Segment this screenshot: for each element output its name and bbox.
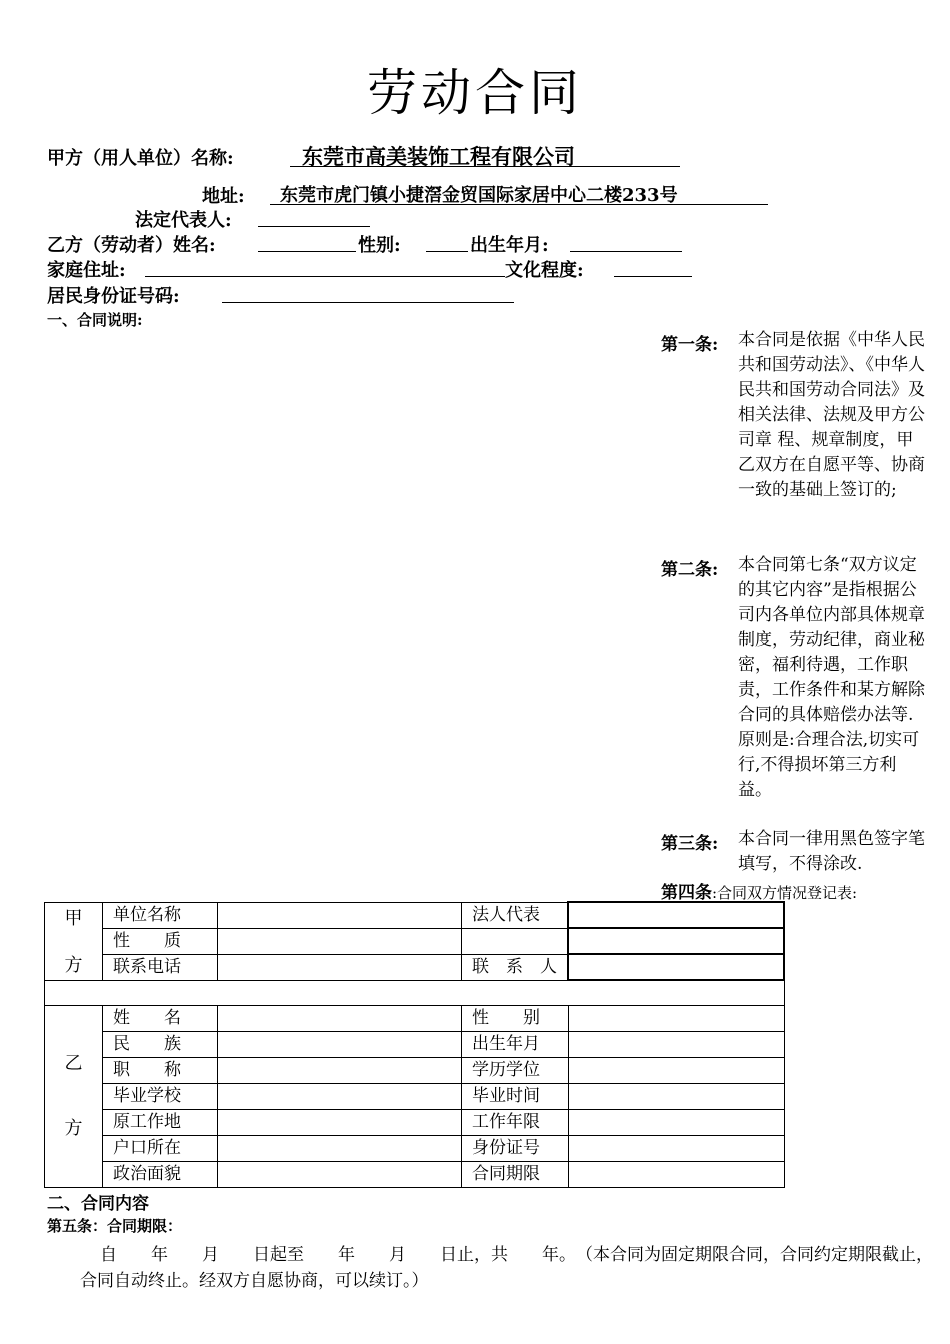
table-input[interactable] bbox=[218, 1161, 462, 1187]
table-row bbox=[45, 1031, 785, 1057]
table-label: 法人代表 bbox=[462, 902, 569, 928]
party-b-home-field[interactable] bbox=[145, 254, 505, 277]
table-input[interactable] bbox=[568, 1109, 784, 1135]
registration-table bbox=[44, 901, 785, 1188]
party-a-side-cell bbox=[45, 902, 103, 980]
table-input[interactable] bbox=[218, 902, 462, 928]
table-input[interactable] bbox=[568, 928, 784, 954]
table-row bbox=[45, 902, 785, 928]
table-input[interactable] bbox=[568, 1083, 784, 1109]
party-b-birth-label: 出生年月: bbox=[470, 235, 549, 256]
party-b-name-field[interactable] bbox=[258, 229, 356, 252]
table-label: 姓 名 bbox=[103, 1005, 218, 1031]
section1-heading: 一、合同说明: bbox=[47, 311, 143, 329]
table-row bbox=[45, 1161, 785, 1187]
table-label: 性 质 bbox=[103, 928, 218, 954]
table-label: 政治面貌 bbox=[103, 1161, 218, 1187]
party-a-side-char-2: 方 bbox=[64, 955, 83, 976]
table-row bbox=[45, 928, 785, 954]
party-a-rep-label: 法定代表人: bbox=[135, 210, 232, 231]
table-label: 学历学位 bbox=[462, 1057, 569, 1083]
table-row bbox=[45, 1005, 785, 1031]
table-row bbox=[45, 1057, 785, 1083]
article-4 bbox=[661, 878, 857, 903]
table-label: 原工作地 bbox=[103, 1109, 218, 1135]
table-gap-row bbox=[45, 980, 785, 1005]
table-label: 户口所在 bbox=[103, 1135, 218, 1161]
party-b-education-label: 文化程度: bbox=[505, 260, 584, 281]
article-1-label: 第一条: bbox=[661, 335, 719, 355]
party-b-home-label: 家庭住址: bbox=[47, 260, 126, 281]
article-2-text: 本合同第七条“双方议定的其它内容”是指根据公司内各单位内部具体规章制度，劳动纪律，商业秘密，福利待遇，工作职责，工作条件和某方解除合同的具体赔偿办法等.原则是:合理合法,切实可行,不得损坏第三方利益。 bbox=[738, 555, 925, 800]
party-a-address-value: 东莞市虎门镇小捷滘金贸国际家居中心二楼233号 bbox=[280, 185, 678, 206]
article-3-text: 本合同一律用黑色签字笔填写，不得涂改. bbox=[738, 829, 925, 874]
table-label: 职 称 bbox=[103, 1057, 218, 1083]
table-label: 身份证号 bbox=[462, 1135, 569, 1161]
article-4-text: :合同双方情况登记表: bbox=[712, 884, 858, 902]
party-b-education-field[interactable] bbox=[614, 254, 692, 277]
table-label: 民 族 bbox=[103, 1031, 218, 1057]
article-2-label: 第二条: bbox=[661, 560, 719, 580]
document-title: 劳动合同 bbox=[367, 64, 583, 122]
table-input[interactable] bbox=[218, 1005, 462, 1031]
party-a-address-field[interactable] bbox=[270, 178, 768, 205]
article-4-label: 第四条 bbox=[661, 883, 712, 903]
party-b-gender-label: 性别: bbox=[358, 235, 401, 256]
table-label: 性 别 bbox=[462, 1005, 569, 1031]
article-1-text: 本合同是依据《中华人民共和国劳动法》、《中华人民共和国劳动合同法》及相关法律、法规及甲方公司章 程、规章制度，甲乙双方在自愿平等、协商一致的基础上签订的; bbox=[738, 330, 925, 500]
party-b-name-label: 乙方（劳动者）姓名: bbox=[47, 235, 216, 256]
table-input[interactable] bbox=[568, 1057, 784, 1083]
table-input[interactable] bbox=[218, 1083, 462, 1109]
table-input[interactable] bbox=[218, 928, 462, 954]
party-b-side-char-1: 乙 bbox=[64, 1053, 83, 1074]
table-row bbox=[45, 1083, 785, 1109]
party-a-name-field[interactable] bbox=[290, 140, 680, 167]
party-b-birth-field[interactable] bbox=[570, 229, 682, 252]
party-b-side-cell bbox=[45, 1005, 103, 1187]
article-5-label: 第五条：合同期限： bbox=[47, 1217, 183, 1235]
party-a-name-label: 甲方（用人单位）名称: bbox=[47, 148, 234, 169]
table-row bbox=[45, 1109, 785, 1135]
table-input[interactable] bbox=[218, 1031, 462, 1057]
party-b-side-char-2: 方 bbox=[64, 1118, 83, 1139]
table-input[interactable] bbox=[218, 1057, 462, 1083]
table-input[interactable] bbox=[218, 954, 462, 980]
table-input[interactable] bbox=[568, 1031, 784, 1057]
table-input[interactable] bbox=[568, 1135, 784, 1161]
party-a-side-char-1: 甲 bbox=[64, 908, 83, 929]
table-label: 联 系 人 bbox=[462, 954, 569, 980]
party-b-id-label: 居民身份证号码: bbox=[47, 286, 180, 307]
party-b-id-field[interactable] bbox=[222, 280, 514, 303]
article-5-line-2: 合同自动终止。经双方自愿协商，可以续订。） bbox=[80, 1271, 429, 1291]
table-row bbox=[45, 954, 785, 980]
section2-heading: 二、合同内容 bbox=[47, 1194, 149, 1214]
article-5-line-1: 自 年 月 日起至 年 月 日止，共 年。 （本合同为固定期限合同，合同约定期限截止， bbox=[100, 1245, 933, 1265]
table-input[interactable] bbox=[568, 902, 784, 928]
table-input[interactable] bbox=[218, 1109, 462, 1135]
article-3-label: 第三条: bbox=[661, 834, 719, 854]
party-b-gender-field[interactable] bbox=[426, 229, 468, 252]
table-label: 毕业学校 bbox=[103, 1083, 218, 1109]
party-a-name-value: 东莞市高美装饰工程有限公司 bbox=[302, 144, 575, 169]
table-label: 联系电话 bbox=[103, 954, 218, 980]
party-a-address-label: 地址: bbox=[202, 186, 245, 207]
table-label: 工作年限 bbox=[462, 1109, 569, 1135]
table-label: 单位名称 bbox=[103, 902, 218, 928]
table-input[interactable] bbox=[218, 1135, 462, 1161]
table-input[interactable] bbox=[568, 1005, 784, 1031]
table-input[interactable] bbox=[568, 1161, 784, 1187]
table-input[interactable] bbox=[568, 954, 784, 980]
table-label: 合同期限 bbox=[462, 1161, 569, 1187]
party-a-rep-field[interactable] bbox=[258, 204, 370, 227]
table-label: 毕业时间 bbox=[462, 1083, 569, 1109]
table-gap bbox=[45, 980, 785, 1005]
table-label: 出生年月 bbox=[462, 1031, 569, 1057]
table-label bbox=[462, 928, 569, 954]
table-row bbox=[45, 1135, 785, 1161]
